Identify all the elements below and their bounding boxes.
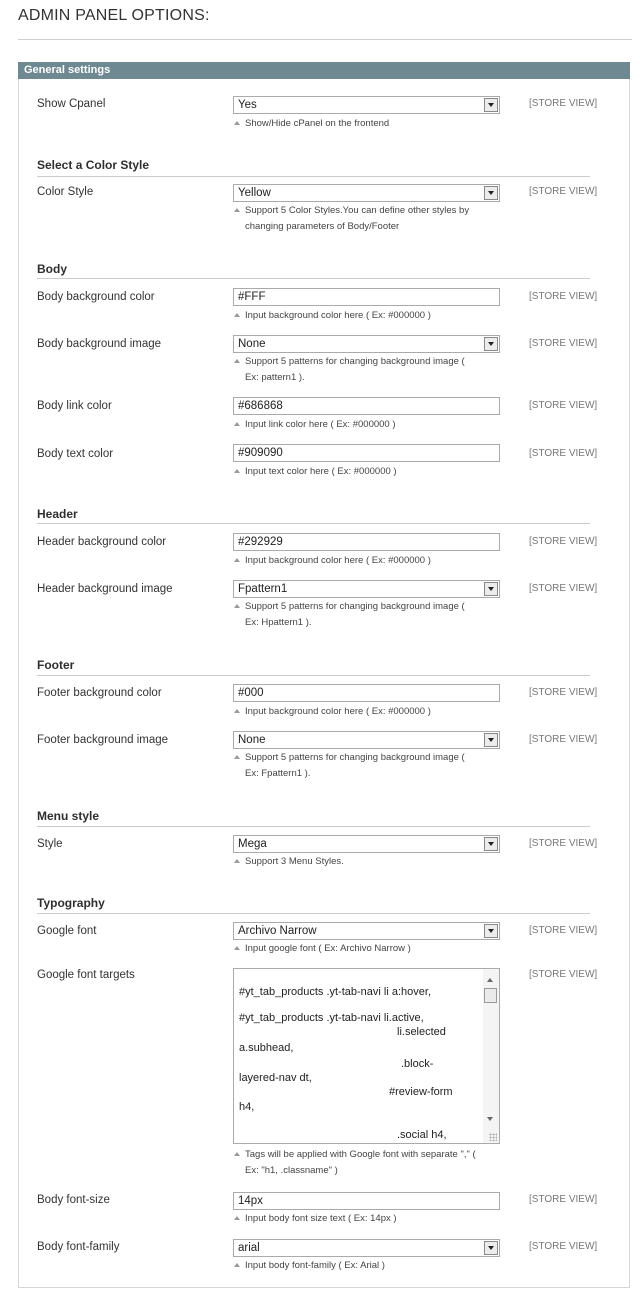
triangle-up-icon [234, 121, 240, 125]
body-bg-color-input[interactable]: #FFF [233, 288, 500, 306]
label-body-text-color: Body text color [37, 448, 114, 460]
triangle-up-icon [234, 313, 240, 317]
google-font-select[interactable] [233, 922, 500, 940]
scope-body-font-family: [STORE VIEW] [529, 1241, 598, 1252]
triangle-up-icon [234, 1152, 240, 1156]
header-bg-image-value: Fpattern1 [238, 583, 288, 595]
note-body-link-color: Input link color here ( Ex: #000000 ) [234, 417, 496, 433]
scope-show-cpanel: [STORE VIEW] [529, 98, 598, 109]
scope-google-font: [STORE VIEW] [529, 925, 598, 936]
triangle-up-icon [234, 422, 240, 426]
note-footer-bg-color: Input background color here ( Ex: #000000 ) [234, 704, 496, 720]
color-style-select[interactable] [233, 184, 500, 202]
section-title-color-style: Select a Color Style [37, 158, 150, 172]
triangle-up-icon [234, 1216, 240, 1220]
triangle-up-icon [234, 558, 240, 562]
page-title: ADMIN PANEL OPTIONS: [18, 7, 210, 24]
triangle-up-icon [234, 859, 240, 863]
show-cpanel-select[interactable] [233, 96, 500, 114]
triangle-up-icon [234, 1263, 240, 1267]
scroll-down-arrow-icon[interactable] [487, 1117, 493, 1121]
section-title-typography: Typography [37, 896, 105, 910]
label-color-style: Color Style [37, 186, 94, 198]
section-divider [37, 176, 590, 177]
label-footer-bg-color: Footer background color [37, 687, 162, 699]
section-divider [37, 675, 590, 676]
textarea-scrollbar[interactable] [483, 969, 499, 1143]
note-body-bg-image: Support 5 patterns for changing background image ( Ex: pattern1 ). [234, 354, 496, 386]
triangle-up-icon [234, 359, 240, 363]
note-menu-style: Support 3 Menu Styles. [234, 854, 496, 870]
header-bg-color-input[interactable]: #292929 [233, 533, 500, 551]
scope-body-bg-color: [STORE VIEW] [529, 291, 598, 302]
scope-body-text-color: [STORE VIEW] [529, 448, 598, 459]
triangle-up-icon [234, 604, 240, 608]
chevron-down-icon[interactable] [484, 98, 498, 112]
body-text-color-input[interactable]: #909090 [233, 444, 500, 462]
label-body-bg-image: Body background image [37, 338, 162, 350]
show-cpanel-value: Yes [238, 99, 257, 111]
scope-menu-style: [STORE VIEW] [529, 838, 598, 849]
section-divider [37, 523, 590, 524]
footer-bg-image-value: None [238, 734, 266, 746]
body-bg-image-select[interactable] [233, 335, 500, 353]
note-color-style: Support 5 Color Styles.You can define other styles by changing parameters of Body/Footer [234, 203, 496, 235]
triangle-up-icon [234, 208, 240, 212]
note-google-font: Input google font ( Ex: Archivo Narrow ) [234, 941, 496, 957]
label-body-font-family: Body font-family [37, 1241, 120, 1253]
color-style-value: Yellow [238, 187, 271, 199]
label-footer-bg-image: Footer background image [37, 734, 169, 746]
label-header-bg-color: Header background color [37, 536, 167, 548]
chevron-down-icon[interactable] [484, 186, 498, 200]
resize-grip-icon[interactable] [489, 1133, 497, 1141]
section-title-header: Header [37, 507, 78, 521]
note-body-text-color: Input text color here ( Ex: #000000 ) [234, 464, 496, 480]
note-body-font-size: Input body font size text ( Ex: 14px ) [234, 1211, 496, 1227]
label-google-font-targets: Google font targets [37, 969, 135, 981]
body-link-color-input[interactable]: #686868 [233, 397, 500, 415]
scope-body-font-size: [STORE VIEW] [529, 1194, 598, 1205]
chevron-down-icon[interactable] [484, 924, 498, 938]
triangle-up-icon [234, 755, 240, 759]
menu-style-value: Mega [238, 838, 267, 850]
label-body-font-size: Body font-size [37, 1194, 110, 1206]
triangle-up-icon [234, 946, 240, 950]
note-body-bg-color: Input background color here ( Ex: #000000 ) [234, 308, 496, 324]
label-header-bg-image: Header background image [37, 583, 173, 595]
panel-header-general-settings[interactable]: General settings [18, 62, 630, 79]
footer-bg-color-input[interactable]: #000 [233, 684, 500, 702]
menu-style-select[interactable] [233, 835, 500, 853]
scope-google-font-targets: [STORE VIEW] [529, 969, 598, 980]
triangle-up-icon [234, 469, 240, 473]
body-font-size-input[interactable]: 14px [233, 1192, 500, 1210]
scroll-up-arrow-icon[interactable] [487, 978, 493, 982]
scope-color-style: [STORE VIEW] [529, 186, 598, 197]
scope-body-link-color: [STORE VIEW] [529, 400, 598, 411]
body-bg-image-value: None [238, 338, 266, 350]
chevron-down-icon[interactable] [484, 733, 498, 747]
section-divider [37, 826, 590, 827]
scope-footer-bg-color: [STORE VIEW] [529, 687, 598, 698]
footer-bg-image-select[interactable] [233, 731, 500, 749]
label-body-link-color: Body link color [37, 400, 112, 412]
header-bg-image-select[interactable] [233, 580, 500, 598]
section-title-body: Body [37, 262, 67, 276]
google-font-targets-textarea[interactable]: #yt_tab_products .yt-tab-navi li a:hover, #yt_tab_products .yt-tab-navi li.active, li.selected a.subhead, .block- layered-nav dt, #review-form h4, .social h4, [233, 968, 500, 1144]
triangle-up-icon [234, 709, 240, 713]
section-title-menu-style: Menu style [37, 809, 100, 823]
note-body-font-family: Input body font-family ( Ex: Arial ) [234, 1258, 496, 1274]
section-divider [37, 913, 590, 914]
label-google-font: Google font [37, 925, 97, 937]
chevron-down-icon[interactable] [484, 1241, 498, 1255]
label-show-cpanel: Show Cpanel [37, 98, 106, 110]
chevron-down-icon[interactable] [484, 837, 498, 851]
note-header-bg-image: Support 5 patterns for changing background image ( Ex: Hpattern1 ). [234, 599, 496, 631]
note-footer-bg-image: Support 5 patterns for changing background image ( Ex: Fpattern1 ). [234, 750, 496, 782]
scope-header-bg-color: [STORE VIEW] [529, 536, 598, 547]
note-header-bg-color: Input background color here ( Ex: #000000 ) [234, 553, 496, 569]
chevron-down-icon[interactable] [484, 337, 498, 351]
scope-footer-bg-image: [STORE VIEW] [529, 734, 598, 745]
note-google-font-targets: Tags will be applied with Google font with separate "," ( Ex: "h1, .classname" ) [234, 1147, 496, 1179]
label-body-bg-color: Body background color [37, 291, 155, 303]
google-font-value: Archivo Narrow [238, 925, 317, 937]
chevron-down-icon[interactable] [484, 582, 498, 596]
scrollbar-thumb[interactable] [484, 988, 497, 1003]
note-show-cpanel: Show/Hide cPanel on the frontend [234, 116, 496, 132]
label-menu-style: Style [37, 838, 63, 850]
title-divider [18, 39, 632, 40]
scope-header-bg-image: [STORE VIEW] [529, 583, 598, 594]
body-font-family-value: arial [238, 1242, 260, 1254]
scope-body-bg-image: [STORE VIEW] [529, 338, 598, 349]
section-title-footer: Footer [37, 658, 75, 672]
section-divider [37, 278, 590, 279]
body-font-family-select[interactable] [233, 1239, 500, 1257]
